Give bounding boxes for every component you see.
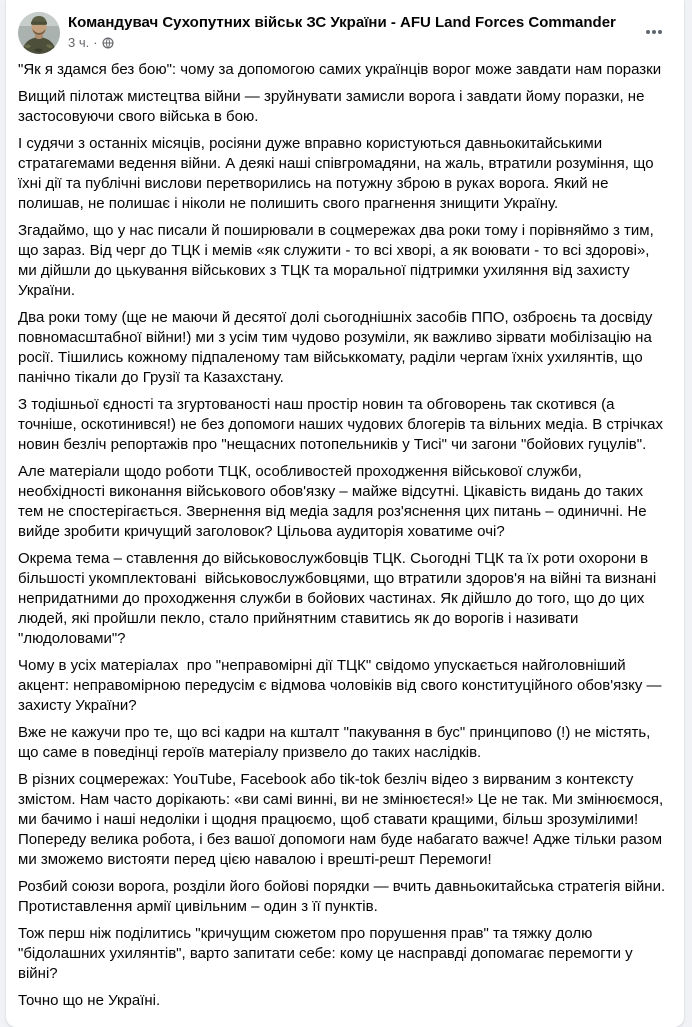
post-paragraph: Окрема тема – ставлення до військовослужбовців ТЦК. Сьогодні ТЦК та їх роти охорони в більшості укомплектовані військовослужбовцями, що втратили здоров'я на війні та визнані непридатними до проходження служби в бойових частинах. Як дійшло до того, що до цих людей, які пройшли пекло, стало прийнятним ставитись як до ворогів і називати "людоловами"?	[18, 550, 661, 647]
ellipsis-icon	[644, 22, 664, 42]
post-paragraph: Але матеріали щодо роботи ТЦК, особливостей проходження військової служби, необхідності виконання військового обов'язку – майже відсутні. Цікавість видань до таких тем не спостерігається. Звернення від медіа задля роз'яснення цих питань – одиничні. Не вийде зробити кричущий заголовок? Цільова аудиторія ховатиме очі?	[18, 463, 651, 540]
post-paragraph: В різних соцмережах: YouTube, Facebook або tik-tok безліч відео з вирваним з контексту змістом. Нам часто дорікають: «ви самі винні, ви не змінюєтеся!» Це не так. Ми змінюємося, ми бачимо і наші недоліки і щодня працюємо, щоб ставати кращими, більш зрозумілими! Попереду велика робота, і без вашої допомоги нам буде набагато важче! Адже тільки разом ми зможемо вистояти перед цією навалою і врешті-решт Перемоги!	[18, 771, 668, 868]
more-options-button[interactable]	[638, 16, 670, 48]
post-paragraph: Тож перш ніж поділитись "кричущим сюжетом про порушення прав" та тяжку долю "бідолашних ухилянтів", варто запитати себе: кому це насправді допомагає перемогти у війні?	[18, 925, 637, 982]
post-paragraph: "Як я здамся без бою": чому за допомогою самих українців ворог може завдати нам поразки	[18, 61, 662, 78]
post-paragraph: Вищий пілотаж мистецтва війни — зруйнувати замисли ворога і завдати йому поразки, не застосовуючи свого війська в бою.	[18, 88, 649, 125]
post-paragraph: Чому в усіх матеріалах про "неправомірні дії ТЦК" свідомо упускається найголовніший акцент: неправомірною передусім є відмова чоловіків від свого конституційного обов'язку — захисту України?	[18, 657, 666, 714]
avatar[interactable]	[18, 12, 60, 54]
meta-separator: ·	[93, 35, 98, 50]
post-meta-row	[68, 35, 616, 51]
page-name-link[interactable]: Командувач Сухопутних військ ЗС України - AFU Land Forces Commander	[68, 14, 616, 31]
post-paragraph: Два роки тому (ще не маючи й десятої долі сьогоднішніх засобів ППО, озброєнь та досвіду повномасштабної війни!) ми з усім тим чудово розуміли, як важливо зірвати мобілізацію на росії. Тішились кожному підпаленому там військкомату, раділи чергам їхніх ухилянтів, що панічно тікали до Грузії та Казахстану.	[18, 309, 657, 386]
post-paragraph: З тодішньої єдності та згуртованості наш простір новин та обговорень так скотився (а точніше, оскотинився!) не без допомоги наших чудових блогерів та вільних медіа. В стрічках новин безліч репортажів про "нещасних потопельників у Тисі" чи загони "бойових гуцулів".	[18, 396, 668, 453]
header-texts	[68, 12, 616, 51]
post-paragraph: Вже не кажучи про те, що всі кадри на кшталт "пакування в бус" принципово (!) не містять, що саме в поведінці героїв матеріалу призвело до таких наслідків.	[18, 724, 655, 761]
post-paragraph: І судячи з останніх місяців, росіяни дуже вправно користуються давньокитайськими стратагемами ведення війни. А деякі наші співгромадяни, на жаль, втратили розуміння, що їхні дії та публічні вислови перетворились на потужну зброю в руках ворога. Який не полишав, не полишає і ніколи не полишить свого прагнення знищити Україну.	[18, 135, 658, 212]
post-header	[6, 0, 684, 54]
avatar-image	[18, 12, 60, 54]
post-paragraph: Згадаймо, що у нас писали й поширювали в соцмережах два роки тому і порівняймо з тим, що зараз. Від черг до ТЦК і мемів «як служити - то всі хворі, а як воювати - то всі здорові», ми дійшли до цькування військових з ТЦК та моральної підтримки ухиляння від захисту України.	[18, 222, 658, 299]
post-card	[6, 0, 684, 1027]
post-paragraph: Розбий союзи ворога, розділи його бойові порядки — вчить давньокитайська стратегія війни. Протиставлення армії цивільним – один з її пунктів.	[18, 878, 670, 915]
post-timestamp[interactable]: 3 ч.	[68, 35, 90, 50]
post-content	[6, 54, 684, 1027]
post-paragraph: Точно що не Україні.	[18, 992, 161, 1009]
globe-icon	[102, 37, 114, 49]
